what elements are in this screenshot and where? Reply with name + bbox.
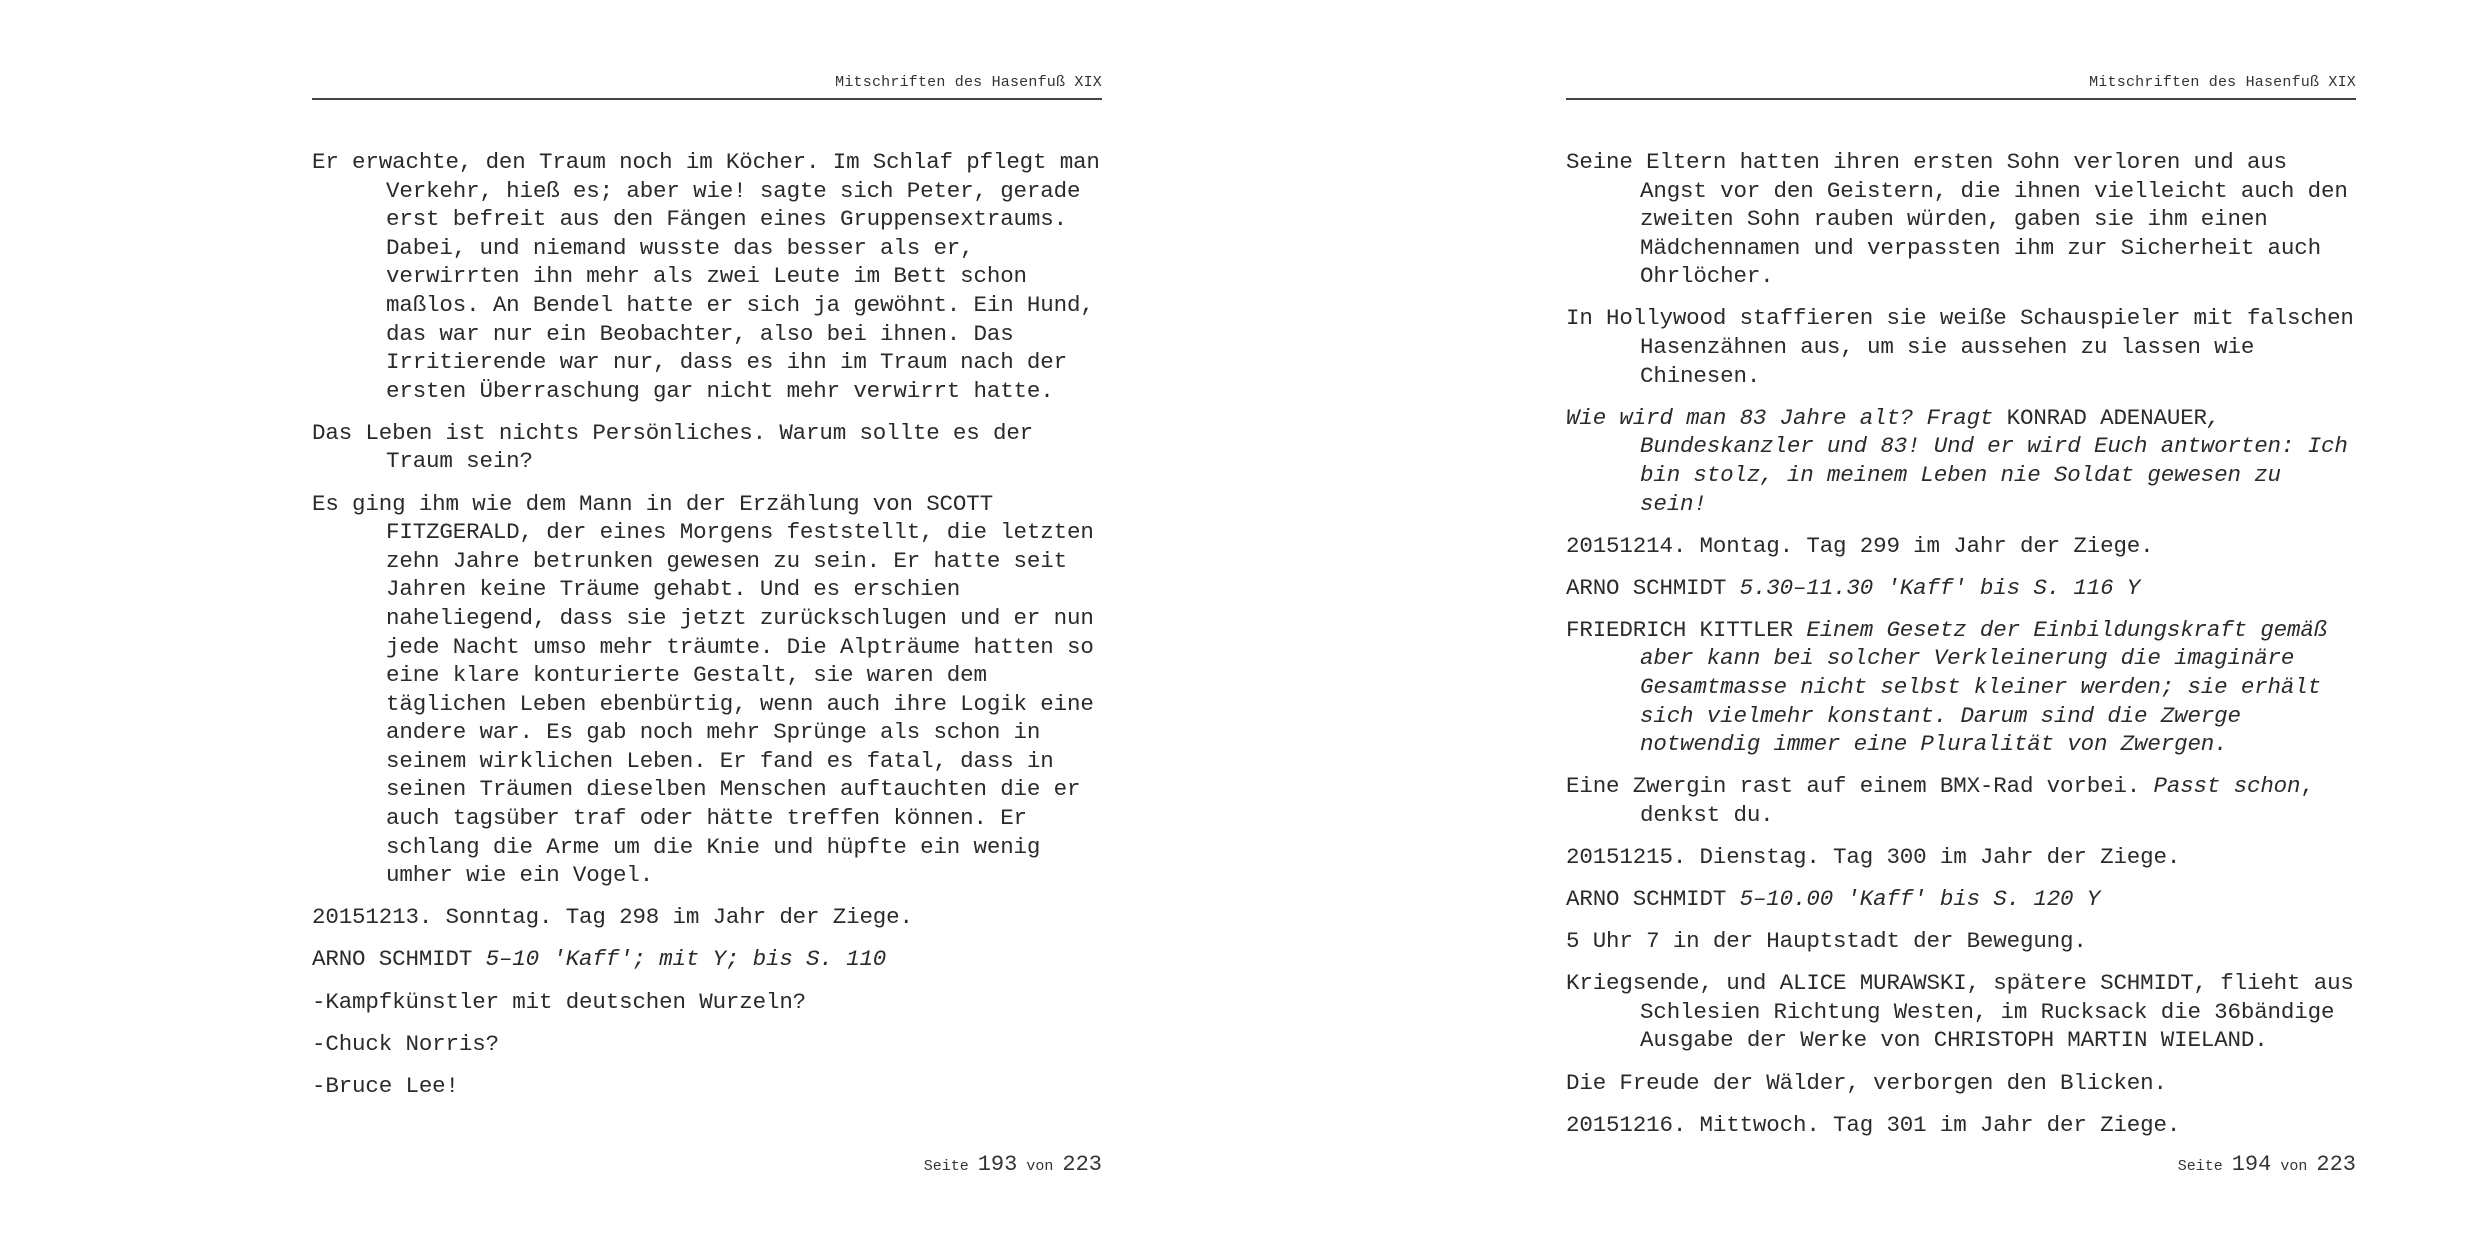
text-run: -Kampfkünstler mit deutschen Wurzeln? <box>312 988 807 1015</box>
text-run: Eine Zwergin rast auf einem BMX-Rad vorbei. <box>1566 773 2154 800</box>
paragraph <box>1566 885 2356 914</box>
text-run: , denkst du. <box>1640 773 2314 828</box>
paragraph <box>312 490 1102 890</box>
paragraph <box>312 419 1102 476</box>
left-page <box>312 0 1102 1240</box>
italic-text: Passt schon <box>2153 773 2301 800</box>
text-run: Die Freude der Wälder, verborgen den Blicken. <box>1566 1069 2167 1096</box>
text-run: 20151216. Mittwoch. Tag 301 im Jahr der Ziege. <box>1566 1111 2181 1138</box>
paragraph <box>312 1072 1102 1101</box>
text-run: Seine Eltern hatten ihren ersten Sohn verloren und aus Angst vor den Geistern, die ihnen vielleicht auch den zweiten Sohn rauben würden, gaben sie ihm einen Mädchennamen und verpassten ihm zur Sicherheit auch Ohrlöcher. <box>1566 149 2348 290</box>
text-run: 20151214. Montag. Tag 299 im Jahr der Ziege. <box>1566 532 2154 559</box>
text-run: 5 Uhr 7 in der Hauptstadt der Bewegung. <box>1566 928 2087 955</box>
text-run: -Bruce Lee! <box>312 1072 459 1099</box>
paragraph <box>1566 574 2356 603</box>
page-number <box>312 1152 1102 1177</box>
folio-page: 193 <box>977 1152 1018 1177</box>
text-run: 20151215. Dienstag. Tag 300 im Jahr der Ziege. <box>1566 843 2181 870</box>
paragraph <box>1566 404 2356 518</box>
paragraph <box>1566 843 2356 872</box>
italic-text: , Bundeskanzler und 83! Und er wird Euch antworten: Ich bin stolz, in meinem Leben nie Soldat gewesen zu sein! <box>1640 404 2348 517</box>
text-run: KONRAD ADENAUER <box>2006 404 2207 431</box>
paragraph <box>312 988 1102 1017</box>
text-run: ARNO SCHMIDT <box>1566 574 1740 601</box>
folio-middle: von <box>1026 1158 1054 1175</box>
italic-text: 5–10 'Kaff'; mit Y; bis S. 110 <box>485 946 887 973</box>
paragraph <box>1566 616 2356 759</box>
text-run: Er erwachte, den Traum noch im Köcher. Im Schlaf pflegt man Verkehr, hieß es; aber wie! sagte sich Peter, gerade erst befreit aus den Fängen eines Gruppensextraums. Dabei, und niemand wusste das besser als er, verwirrten ihn mehr als zwei Leute im Bett schon maßlos. An Bendel hatte er sich ja gewöhnt. Ein Hund, das war nur ein Beobachter, also bei ihnen. Das Irritierende war nur, dass es ihn im Traum nach der ersten Überraschung gar nicht mehr verwirrt hatte. <box>312 149 1100 404</box>
paragraph <box>1566 1111 2356 1140</box>
text-run: 20151213. Sonntag. Tag 298 im Jahr der Ziege. <box>312 904 913 931</box>
right-page <box>1566 0 2356 1240</box>
folio-page: 194 <box>2231 1152 2272 1177</box>
text-run: FRIEDRICH KITTLER <box>1566 616 1807 643</box>
folio-middle: von <box>2280 1158 2308 1175</box>
paragraph <box>312 148 1102 405</box>
paragraph <box>1566 969 2356 1055</box>
paragraph <box>312 1030 1102 1059</box>
italic-text: Wie wird man 83 Jahre alt? Fragt <box>1566 404 2007 431</box>
folio-total: 223 <box>1062 1152 1102 1177</box>
paragraph <box>312 903 1102 932</box>
paragraph <box>1566 304 2356 390</box>
paragraph <box>1566 772 2356 829</box>
text-run: -Chuck Norris? <box>312 1030 499 1057</box>
italic-text: Einem Gesetz der Einbildungskraft gemäß aber kann bei solcher Verkleinerung die imaginäre Gesamtmasse nicht selbst kleiner werden; sie erhält sich vielmehr konstant. Darum sind die Zwerge notwendig immer eine Pluralität von Zwergen. <box>1640 616 2328 758</box>
page-number <box>1566 1152 2356 1177</box>
folio-total: 223 <box>2316 1152 2356 1177</box>
text-run: Es ging ihm wie dem Mann in der Erzählung von SCOTT FITZGERALD, der eines Morgens feststellt, die letzten zehn Jahre betrunken gewesen zu sein. Er hatte seit Jahren keine Träume gehabt. Und es erschien naheliegend, dass sie jetzt zurückschlugen und er nun jede Nacht umso mehr träumte. Die Alpträume hatten so eine klare konturierte Gestalt, sie waren dem täglichen Leben ebenbürtig, wenn auch ihre Logik eine andere war. Es gab noch mehr Sprünge als schon in seinem wirklichen Leben. Er fand es fatal, dass in seinen Träumen dieselben Menschen auftauchten die er auch tagsüber traf oder hätte treffen können. Er schlang die Arme um die Knie und hüpfte ein wenig umher wie ein Vogel. <box>312 490 1094 889</box>
text-run: In Hollywood staffieren sie weiße Schauspieler mit falschen Hasenzähnen aus, um sie aussehen zu lassen wie Chinesen. <box>1566 305 2354 389</box>
italic-text: 5–10.00 'Kaff' bis S. 120 Y <box>1739 886 2101 913</box>
page-body <box>312 148 1102 1114</box>
header-rule <box>1566 98 2356 100</box>
running-head: Mitschriften des Hasenfuß XIX <box>835 74 1102 91</box>
page-body <box>1566 148 2356 1153</box>
text-run: Kriegsende, und ALICE MURAWSKI, spätere SCHMIDT, flieht aus Schlesien Richtung Westen, im Rucksack die 36bändige Ausgabe der Werke von CHRISTOPH MARTIN WIELAND. <box>1566 970 2354 1054</box>
text-run: Das Leben ist nichts Persönliches. Warum sollte es der Traum sein? <box>312 419 1034 475</box>
text-run: ARNO SCHMIDT <box>312 946 486 973</box>
text-run: ARNO SCHMIDT <box>1566 886 1740 913</box>
folio-prefix: Seite <box>923 1158 969 1175</box>
header-rule <box>312 98 1102 100</box>
paragraph <box>1566 148 2356 291</box>
paragraph <box>1566 927 2356 956</box>
paragraph <box>1566 1069 2356 1098</box>
running-head: Mitschriften des Hasenfuß XIX <box>2089 74 2356 91</box>
paragraph <box>1566 532 2356 561</box>
italic-text: 5.30–11.30 'Kaff' bis S. 116 Y <box>1739 574 2141 601</box>
paragraph <box>312 945 1102 974</box>
folio-prefix: Seite <box>2177 1158 2223 1175</box>
